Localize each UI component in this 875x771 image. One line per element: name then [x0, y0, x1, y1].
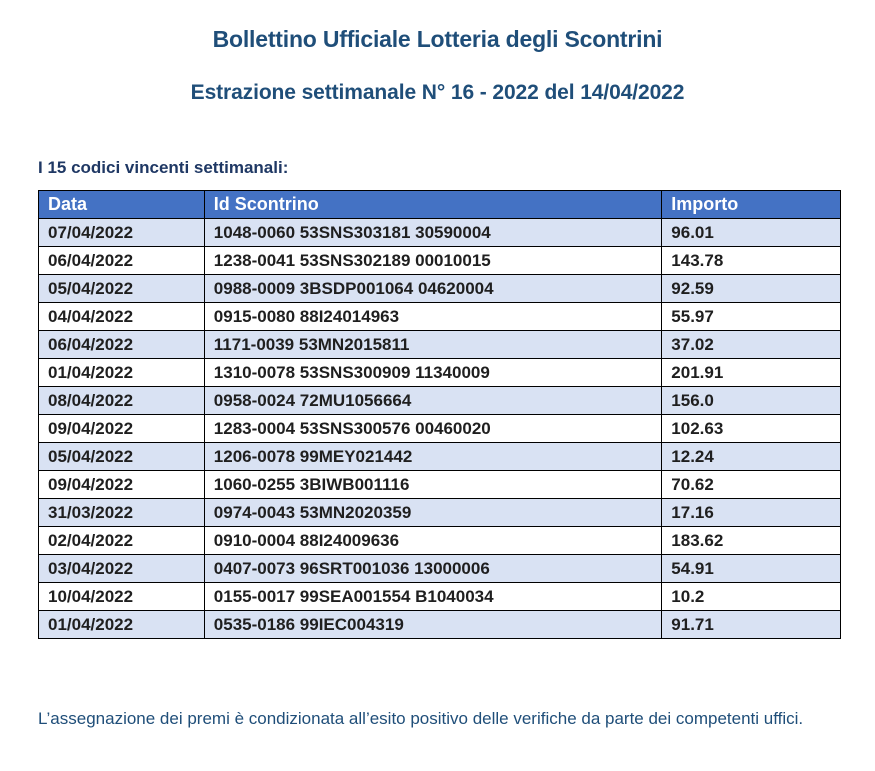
cell-id-scontrino: 0407-0073 96SRT001036 13000006	[204, 555, 662, 583]
cell-importo: 102.63	[662, 415, 841, 443]
cell-importo: 183.62	[662, 527, 841, 555]
cell-importo: 70.62	[662, 471, 841, 499]
cell-id-scontrino: 0974-0043 53MN2020359	[204, 499, 662, 527]
cell-importo: 92.59	[662, 275, 841, 303]
table-row	[39, 443, 841, 471]
cell-data: 09/04/2022	[39, 415, 205, 443]
table-row	[39, 331, 841, 359]
column-header-data: Data	[39, 191, 205, 219]
cell-data: 31/03/2022	[39, 499, 205, 527]
cell-id-scontrino: 1060-0255 3BIWB001116	[204, 471, 662, 499]
cell-id-scontrino: 1048-0060 53SNS303181 30590004	[204, 219, 662, 247]
cell-data: 05/04/2022	[39, 443, 205, 471]
cell-id-scontrino: 1206-0078 99MEY021442	[204, 443, 662, 471]
table-row	[39, 583, 841, 611]
cell-importo: 12.24	[662, 443, 841, 471]
cell-importo: 201.91	[662, 359, 841, 387]
table-row	[39, 611, 841, 639]
cell-data: 03/04/2022	[39, 555, 205, 583]
table-row	[39, 275, 841, 303]
cell-id-scontrino: 1171-0039 53MN2015811	[204, 331, 662, 359]
table-row	[39, 415, 841, 443]
page-title: Bollettino Ufficiale Lotteria degli Scontrini	[212, 26, 663, 52]
cell-id-scontrino: 0535-0186 99IEC004319	[204, 611, 662, 639]
cell-importo: 37.02	[662, 331, 841, 359]
cell-data: 01/04/2022	[39, 611, 205, 639]
cell-importo: 143.78	[662, 247, 841, 275]
table-row	[39, 527, 841, 555]
cell-data: 02/04/2022	[39, 527, 205, 555]
cell-id-scontrino: 0988-0009 3BSDP001064 04620004	[204, 275, 662, 303]
cell-data: 05/04/2022	[39, 275, 205, 303]
table-row	[39, 359, 841, 387]
cell-data: 04/04/2022	[39, 303, 205, 331]
table-row	[39, 247, 841, 275]
cell-data: 07/04/2022	[39, 219, 205, 247]
column-header-importo: Importo	[662, 191, 841, 219]
cell-data: 01/04/2022	[39, 359, 205, 387]
cell-data: 06/04/2022	[39, 331, 205, 359]
cell-data: 10/04/2022	[39, 583, 205, 611]
cell-importo: 91.71	[662, 611, 841, 639]
table-body	[39, 219, 841, 639]
section-label: I 15 codici vincenti settimanali:	[38, 158, 289, 177]
cell-importo: 17.16	[662, 499, 841, 527]
cell-id-scontrino: 0155-0017 99SEA001554 B1040034	[204, 583, 662, 611]
cell-data: 09/04/2022	[39, 471, 205, 499]
cell-importo: 54.91	[662, 555, 841, 583]
cell-importo: 55.97	[662, 303, 841, 331]
table-row	[39, 219, 841, 247]
cell-id-scontrino: 0915-0080 88I24014963	[204, 303, 662, 331]
page-subtitle: Estrazione settimanale N° 16 - 2022 del 14/04/2022	[190, 81, 685, 104]
footer-note: L’assegnazione dei premi è condizionata all’esito positivo delle verifiche da parte dei competenti uffici.	[38, 709, 804, 728]
cell-importo: 96.01	[662, 219, 841, 247]
winners-table	[38, 190, 841, 639]
table-row	[39, 499, 841, 527]
table-row	[39, 471, 841, 499]
cell-importo: 10.2	[662, 583, 841, 611]
cell-data: 06/04/2022	[39, 247, 205, 275]
table-row	[39, 303, 841, 331]
cell-importo: 156.0	[662, 387, 841, 415]
column-header-id-scontrino: Id Scontrino	[204, 191, 662, 219]
cell-data: 08/04/2022	[39, 387, 205, 415]
table-row	[39, 387, 841, 415]
cell-id-scontrino: 0958-0024 72MU1056664	[204, 387, 662, 415]
cell-id-scontrino: 0910-0004 88I24009636	[204, 527, 662, 555]
cell-id-scontrino: 1310-0078 53SNS300909 11340009	[204, 359, 662, 387]
table-row	[39, 555, 841, 583]
cell-id-scontrino: 1238-0041 53SNS302189 00010015	[204, 247, 662, 275]
cell-id-scontrino: 1283-0004 53SNS300576 00460020	[204, 415, 662, 443]
table-header-row	[39, 191, 841, 219]
